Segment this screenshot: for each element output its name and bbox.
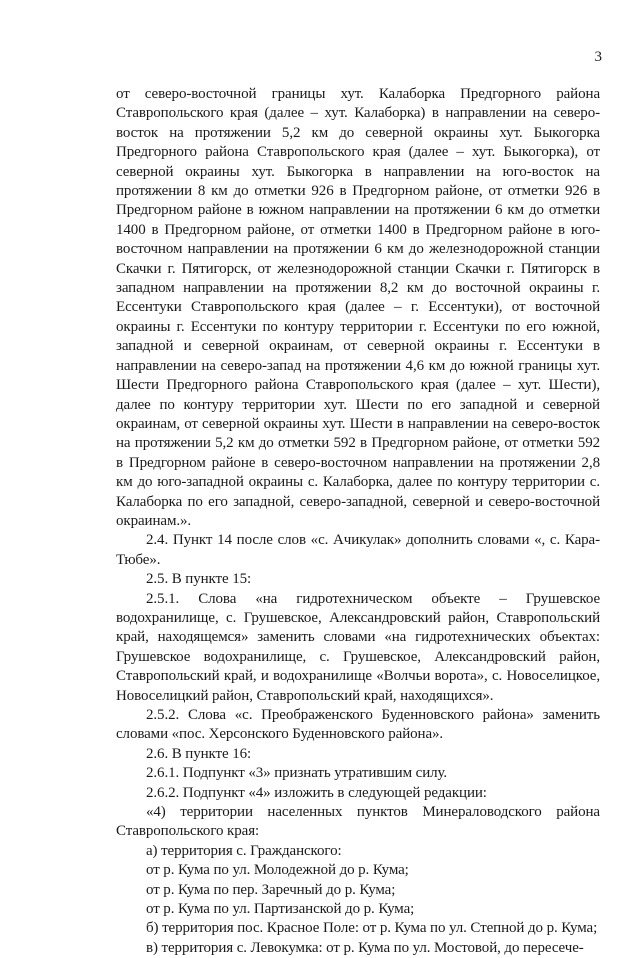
paragraph-item-2-5: 2.5. В пункте 15: — [146, 571, 252, 588]
page-number: 3 — [594, 49, 602, 65]
paragraph-street-line: от р. Кума по пер. Заречный до р. Кума; — [146, 881, 396, 898]
document-body — [116, 85, 600, 958]
paragraph-item-2-6: 2.6. В пункте 16: — [146, 745, 252, 762]
paragraph-subitem-a: а) территория с. Гражданского: — [146, 842, 342, 859]
paragraph-street-line: от р. Кума по ул. Партизанской до р. Кума; — [146, 901, 415, 918]
paragraph-item-2-5-1: 2.5.1. Слова «на гидротехническом объекте – Грушевское водохранилище, с. Грушевское, Александровский район, Ставропольский край, находящемся» заменить словами «на гидротехнических объектах: Грушевское водохранилище, с. Грушевское, Александровский район, Ставропольский край, и водохранилище «Волчьи ворота», с. Новоселицкое, Новоселицкий район, Ставропольский край, находящихся». — [116, 590, 600, 704]
paragraph-subitem-4: «4) территории населенных пунктов Минераловодского района Ставропольского края: — [116, 804, 600, 840]
paragraph-street-line: от р. Кума по ул. Молодежной до р. Кума; — [146, 862, 409, 879]
paragraph-subitem-v: в) территория с. Левокумка: от р. Кума по ул. Мостовой, до пересече- — [146, 939, 584, 956]
paragraph-boundary-description: от северо-восточной границы хут. Калаборка Предгорного района Ставропольского края (далее – хут. Калаборка) в направлении на северо-восток на протяжении 5,2 км до северной окраины хут. Быкогорка Предгорного района Ставропольского края (далее – хут. Быкогорка), от северной окраины хут. Быкогорка в направлении на юго-восток на протяжении 8 км до отметки 926 в Предгорном районе, от отметки 926 в Предгорном районе в южном направлении на протяжении 6 км до отметки 1400 в Предгорном районе, от отметки 1400 в Предгорном районе в юго-восточном направлении на протяжении 6 км до железнодорожной станции Скачки г. Пятигорск, от железнодорожной станции Скачки г. Пятигорск в западном направлении на протяжении 8,2 км до восточной окраины г. Ессентуки Ставропольского края (далее – г. Ессентуки), от восточной окраины г. Ессентуки по контуру территории г. Ессентуки по его южной, западной и северной окраинам, от северной окраины г. Ессентуки в направлении на северо-запад на протяжении 4,6 км до южной границы хут. Шести Предгорного района Ставропольского края (далее – хут. Шести), далее по контуру территории хут. Шести по его западной и северной окраинам, от северной окраины хут. Шести в направлении на северо-восток на протяжении 5,2 км до отметки 592 в Предгорном районе, от отметки 592 в Предгорном районе в северо-восточном направлении на протяжении 2,8 км до юго-западной окраины с. Калаборка, далее по контуру территории с. Калаборка по его западной, северо-западной, северной и северо-восточной окраинам.». — [116, 86, 600, 529]
paragraph-subitem-b: б) территория пос. Красное Поле: от р. Кума по ул. Степной до р. Кума; — [146, 920, 598, 937]
paragraph-item-2-5-2: 2.5.2. Слова «с. Преображенского Буденновского района» заменить словами «пос. Херсонского Буденновского района». — [116, 707, 600, 743]
paragraph-item-2-6-1: 2.6.1. Подпункт «3» признать утратившим силу. — [146, 765, 448, 782]
paragraph-item-2-4: 2.4. Пункт 14 после слов «с. Ачикулак» дополнить словами «, с. Кара-Тюбе». — [116, 532, 600, 568]
paragraph-item-2-6-2: 2.6.2. Подпункт «4» изложить в следующей редакции: — [146, 784, 487, 801]
